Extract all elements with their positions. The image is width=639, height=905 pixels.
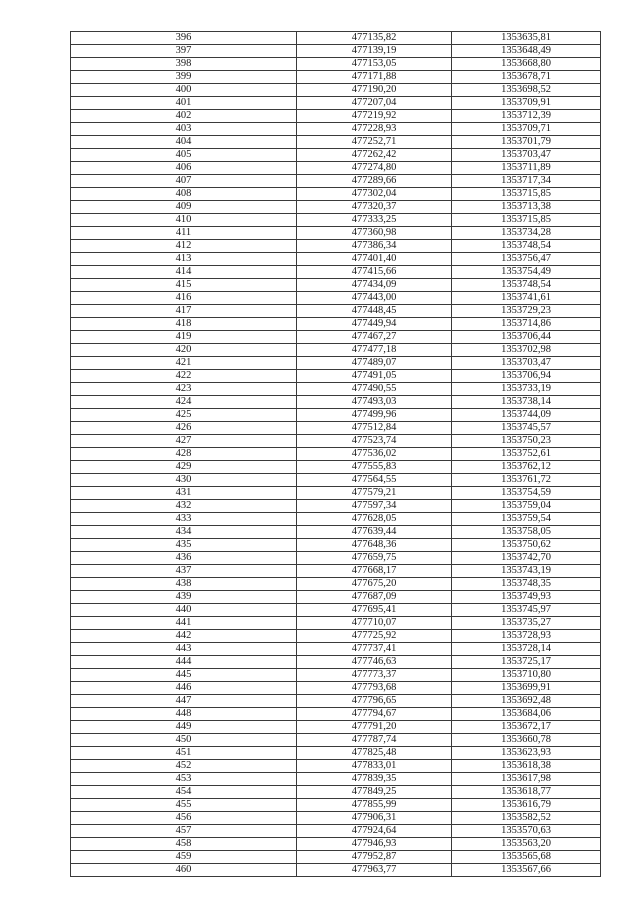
y-coordinate-cell: 1353728,14 bbox=[452, 643, 601, 656]
table-row bbox=[71, 292, 601, 305]
point-number-cell: 418 bbox=[71, 318, 297, 331]
x-coordinate-cell: 477139,19 bbox=[297, 45, 452, 58]
x-coordinate-cell: 477289,66 bbox=[297, 175, 452, 188]
x-coordinate-cell: 477320,37 bbox=[297, 201, 452, 214]
x-coordinate-cell: 477512,84 bbox=[297, 422, 452, 435]
y-coordinate-cell: 1353699,91 bbox=[452, 682, 601, 695]
table-row bbox=[71, 734, 601, 747]
point-number-cell: 403 bbox=[71, 123, 297, 136]
x-coordinate-cell: 477695,41 bbox=[297, 604, 452, 617]
y-coordinate-cell: 1353660,78 bbox=[452, 734, 601, 747]
y-coordinate-cell: 1353715,85 bbox=[452, 214, 601, 227]
y-coordinate-cell: 1353754,49 bbox=[452, 266, 601, 279]
y-coordinate-cell: 1353617,98 bbox=[452, 773, 601, 786]
point-number-cell: 453 bbox=[71, 773, 297, 786]
y-coordinate-cell: 1353703,47 bbox=[452, 149, 601, 162]
y-coordinate-cell: 1353711,89 bbox=[452, 162, 601, 175]
point-number-cell: 425 bbox=[71, 409, 297, 422]
table-row bbox=[71, 370, 601, 383]
x-coordinate-cell: 477302,04 bbox=[297, 188, 452, 201]
point-number-cell: 457 bbox=[71, 825, 297, 838]
table-row bbox=[71, 396, 601, 409]
point-number-cell: 437 bbox=[71, 565, 297, 578]
table-row bbox=[71, 214, 601, 227]
table-row bbox=[71, 708, 601, 721]
table-row bbox=[71, 630, 601, 643]
table-row bbox=[71, 240, 601, 253]
x-coordinate-cell: 477659,75 bbox=[297, 552, 452, 565]
table-row bbox=[71, 162, 601, 175]
point-number-cell: 432 bbox=[71, 500, 297, 513]
point-number-cell: 455 bbox=[71, 799, 297, 812]
y-coordinate-cell: 1353756,47 bbox=[452, 253, 601, 266]
y-coordinate-cell: 1353748,35 bbox=[452, 578, 601, 591]
y-coordinate-cell: 1353750,23 bbox=[452, 435, 601, 448]
point-number-cell: 448 bbox=[71, 708, 297, 721]
point-number-cell: 431 bbox=[71, 487, 297, 500]
table-row bbox=[71, 331, 601, 344]
point-number-cell: 397 bbox=[71, 45, 297, 58]
y-coordinate-cell: 1353748,54 bbox=[452, 279, 601, 292]
y-coordinate-cell: 1353748,54 bbox=[452, 240, 601, 253]
table-row bbox=[71, 253, 601, 266]
table-row bbox=[71, 344, 601, 357]
y-coordinate-cell: 1353565,68 bbox=[452, 851, 601, 864]
y-coordinate-cell: 1353692,48 bbox=[452, 695, 601, 708]
table-row bbox=[71, 526, 601, 539]
point-number-cell: 406 bbox=[71, 162, 297, 175]
point-number-cell: 428 bbox=[71, 448, 297, 461]
point-number-cell: 415 bbox=[71, 279, 297, 292]
point-number-cell: 451 bbox=[71, 747, 297, 760]
x-coordinate-cell: 477746,63 bbox=[297, 656, 452, 669]
y-coordinate-cell: 1353715,85 bbox=[452, 188, 601, 201]
x-coordinate-cell: 477499,96 bbox=[297, 409, 452, 422]
point-number-cell: 401 bbox=[71, 97, 297, 110]
y-coordinate-cell: 1353713,38 bbox=[452, 201, 601, 214]
y-coordinate-cell: 1353648,49 bbox=[452, 45, 601, 58]
point-number-cell: 399 bbox=[71, 71, 297, 84]
y-coordinate-cell: 1353745,97 bbox=[452, 604, 601, 617]
point-number-cell: 454 bbox=[71, 786, 297, 799]
table-row bbox=[71, 461, 601, 474]
table-row bbox=[71, 591, 601, 604]
table-row bbox=[71, 45, 601, 58]
y-coordinate-cell: 1353684,06 bbox=[452, 708, 601, 721]
coordinates-table-body bbox=[71, 32, 601, 877]
x-coordinate-cell: 477252,71 bbox=[297, 136, 452, 149]
x-coordinate-cell: 477219,92 bbox=[297, 110, 452, 123]
point-number-cell: 456 bbox=[71, 812, 297, 825]
point-number-cell: 430 bbox=[71, 474, 297, 487]
x-coordinate-cell: 477675,20 bbox=[297, 578, 452, 591]
table-row bbox=[71, 565, 601, 578]
point-number-cell: 411 bbox=[71, 227, 297, 240]
x-coordinate-cell: 477333,25 bbox=[297, 214, 452, 227]
y-coordinate-cell: 1353738,14 bbox=[452, 396, 601, 409]
table-row bbox=[71, 175, 601, 188]
table-row bbox=[71, 201, 601, 214]
point-number-cell: 452 bbox=[71, 760, 297, 773]
y-coordinate-cell: 1353709,91 bbox=[452, 97, 601, 110]
table-row bbox=[71, 552, 601, 565]
y-coordinate-cell: 1353744,09 bbox=[452, 409, 601, 422]
y-coordinate-cell: 1353749,93 bbox=[452, 591, 601, 604]
x-coordinate-cell: 477855,99 bbox=[297, 799, 452, 812]
point-number-cell: 413 bbox=[71, 253, 297, 266]
x-coordinate-cell: 477839,35 bbox=[297, 773, 452, 786]
x-coordinate-cell: 477490,55 bbox=[297, 383, 452, 396]
x-coordinate-cell: 477135,82 bbox=[297, 32, 452, 45]
point-number-cell: 416 bbox=[71, 292, 297, 305]
table-row bbox=[71, 760, 601, 773]
y-coordinate-cell: 1353733,19 bbox=[452, 383, 601, 396]
x-coordinate-cell: 477796,65 bbox=[297, 695, 452, 708]
y-coordinate-cell: 1353762,12 bbox=[452, 461, 601, 474]
x-coordinate-cell: 477833,01 bbox=[297, 760, 452, 773]
table-row bbox=[71, 71, 601, 84]
y-coordinate-cell: 1353759,54 bbox=[452, 513, 601, 526]
point-number-cell: 447 bbox=[71, 695, 297, 708]
x-coordinate-cell: 477489,07 bbox=[297, 357, 452, 370]
table-row bbox=[71, 448, 601, 461]
point-number-cell: 420 bbox=[71, 344, 297, 357]
x-coordinate-cell: 477946,93 bbox=[297, 838, 452, 851]
y-coordinate-cell: 1353750,62 bbox=[452, 539, 601, 552]
point-number-cell: 396 bbox=[71, 32, 297, 45]
x-coordinate-cell: 477791,20 bbox=[297, 721, 452, 734]
x-coordinate-cell: 477493,03 bbox=[297, 396, 452, 409]
x-coordinate-cell: 477737,41 bbox=[297, 643, 452, 656]
y-coordinate-cell: 1353717,34 bbox=[452, 175, 601, 188]
y-coordinate-cell: 1353706,44 bbox=[452, 331, 601, 344]
table-row bbox=[71, 487, 601, 500]
point-number-cell: 443 bbox=[71, 643, 297, 656]
point-number-cell: 423 bbox=[71, 383, 297, 396]
point-number-cell: 424 bbox=[71, 396, 297, 409]
y-coordinate-cell: 1353725,17 bbox=[452, 656, 601, 669]
x-coordinate-cell: 477639,44 bbox=[297, 526, 452, 539]
x-coordinate-cell: 477523,74 bbox=[297, 435, 452, 448]
x-coordinate-cell: 477171,88 bbox=[297, 71, 452, 84]
x-coordinate-cell: 477963,77 bbox=[297, 864, 452, 877]
table-row bbox=[71, 773, 601, 786]
table-row bbox=[71, 578, 601, 591]
coordinates-table bbox=[70, 31, 601, 877]
point-number-cell: 439 bbox=[71, 591, 297, 604]
x-coordinate-cell: 477467,27 bbox=[297, 331, 452, 344]
point-number-cell: 429 bbox=[71, 461, 297, 474]
point-number-cell: 414 bbox=[71, 266, 297, 279]
y-coordinate-cell: 1353668,80 bbox=[452, 58, 601, 71]
table-row bbox=[71, 435, 601, 448]
x-coordinate-cell: 477793,68 bbox=[297, 682, 452, 695]
y-coordinate-cell: 1353563,20 bbox=[452, 838, 601, 851]
x-coordinate-cell: 477924,64 bbox=[297, 825, 452, 838]
point-number-cell: 421 bbox=[71, 357, 297, 370]
point-number-cell: 412 bbox=[71, 240, 297, 253]
point-number-cell: 419 bbox=[71, 331, 297, 344]
x-coordinate-cell: 477794,67 bbox=[297, 708, 452, 721]
y-coordinate-cell: 1353635,81 bbox=[452, 32, 601, 45]
y-coordinate-cell: 1353701,79 bbox=[452, 136, 601, 149]
table-row bbox=[71, 97, 601, 110]
point-number-cell: 444 bbox=[71, 656, 297, 669]
y-coordinate-cell: 1353672,17 bbox=[452, 721, 601, 734]
table-row bbox=[71, 786, 601, 799]
x-coordinate-cell: 477648,36 bbox=[297, 539, 452, 552]
y-coordinate-cell: 1353735,27 bbox=[452, 617, 601, 630]
point-number-cell: 417 bbox=[71, 305, 297, 318]
y-coordinate-cell: 1353678,71 bbox=[452, 71, 601, 84]
table-row bbox=[71, 656, 601, 669]
y-coordinate-cell: 1353714,86 bbox=[452, 318, 601, 331]
point-number-cell: 450 bbox=[71, 734, 297, 747]
table-row bbox=[71, 617, 601, 630]
table-row bbox=[71, 357, 601, 370]
y-coordinate-cell: 1353702,98 bbox=[452, 344, 601, 357]
table-row bbox=[71, 279, 601, 292]
point-number-cell: 410 bbox=[71, 214, 297, 227]
point-number-cell: 400 bbox=[71, 84, 297, 97]
point-number-cell: 405 bbox=[71, 149, 297, 162]
x-coordinate-cell: 477597,34 bbox=[297, 500, 452, 513]
table-row bbox=[71, 695, 601, 708]
table-row bbox=[71, 266, 601, 279]
x-coordinate-cell: 477491,05 bbox=[297, 370, 452, 383]
x-coordinate-cell: 477849,25 bbox=[297, 786, 452, 799]
point-number-cell: 434 bbox=[71, 526, 297, 539]
x-coordinate-cell: 477401,40 bbox=[297, 253, 452, 266]
y-coordinate-cell: 1353703,47 bbox=[452, 357, 601, 370]
table-row bbox=[71, 513, 601, 526]
y-coordinate-cell: 1353761,72 bbox=[452, 474, 601, 487]
point-number-cell: 458 bbox=[71, 838, 297, 851]
y-coordinate-cell: 1353743,19 bbox=[452, 565, 601, 578]
table-row bbox=[71, 669, 601, 682]
point-number-cell: 436 bbox=[71, 552, 297, 565]
table-row bbox=[71, 539, 601, 552]
x-coordinate-cell: 477448,45 bbox=[297, 305, 452, 318]
x-coordinate-cell: 477449,94 bbox=[297, 318, 452, 331]
x-coordinate-cell: 477443,00 bbox=[297, 292, 452, 305]
x-coordinate-cell: 477668,17 bbox=[297, 565, 452, 578]
point-number-cell: 404 bbox=[71, 136, 297, 149]
table-row bbox=[71, 825, 601, 838]
x-coordinate-cell: 477262,42 bbox=[297, 149, 452, 162]
table-row bbox=[71, 305, 601, 318]
table-row bbox=[71, 383, 601, 396]
x-coordinate-cell: 477415,66 bbox=[297, 266, 452, 279]
y-coordinate-cell: 1353570,63 bbox=[452, 825, 601, 838]
table-row bbox=[71, 747, 601, 760]
table-row bbox=[71, 32, 601, 45]
x-coordinate-cell: 477274,80 bbox=[297, 162, 452, 175]
x-coordinate-cell: 477207,04 bbox=[297, 97, 452, 110]
y-coordinate-cell: 1353729,23 bbox=[452, 305, 601, 318]
table-row bbox=[71, 318, 601, 331]
x-coordinate-cell: 477153,05 bbox=[297, 58, 452, 71]
table-row bbox=[71, 643, 601, 656]
table-row bbox=[71, 851, 601, 864]
x-coordinate-cell: 477825,48 bbox=[297, 747, 452, 760]
x-coordinate-cell: 477773,37 bbox=[297, 669, 452, 682]
point-number-cell: 427 bbox=[71, 435, 297, 448]
table-row bbox=[71, 110, 601, 123]
y-coordinate-cell: 1353567,66 bbox=[452, 864, 601, 877]
y-coordinate-cell: 1353616,79 bbox=[452, 799, 601, 812]
point-number-cell: 438 bbox=[71, 578, 297, 591]
point-number-cell: 409 bbox=[71, 201, 297, 214]
y-coordinate-cell: 1353759,04 bbox=[452, 500, 601, 513]
x-coordinate-cell: 477952,87 bbox=[297, 851, 452, 864]
point-number-cell: 408 bbox=[71, 188, 297, 201]
x-coordinate-cell: 477434,09 bbox=[297, 279, 452, 292]
table-row bbox=[71, 604, 601, 617]
y-coordinate-cell: 1353741,61 bbox=[452, 292, 601, 305]
x-coordinate-cell: 477628,05 bbox=[297, 513, 452, 526]
point-number-cell: 407 bbox=[71, 175, 297, 188]
table-row bbox=[71, 812, 601, 825]
y-coordinate-cell: 1353734,28 bbox=[452, 227, 601, 240]
table-row bbox=[71, 799, 601, 812]
point-number-cell: 433 bbox=[71, 513, 297, 526]
table-row bbox=[71, 500, 601, 513]
y-coordinate-cell: 1353742,70 bbox=[452, 552, 601, 565]
x-coordinate-cell: 477710,07 bbox=[297, 617, 452, 630]
table-row bbox=[71, 188, 601, 201]
table-row bbox=[71, 721, 601, 734]
table-row bbox=[71, 149, 601, 162]
y-coordinate-cell: 1353706,94 bbox=[452, 370, 601, 383]
y-coordinate-cell: 1353745,57 bbox=[452, 422, 601, 435]
x-coordinate-cell: 477477,18 bbox=[297, 344, 452, 357]
point-number-cell: 440 bbox=[71, 604, 297, 617]
y-coordinate-cell: 1353712,39 bbox=[452, 110, 601, 123]
x-coordinate-cell: 477536,02 bbox=[297, 448, 452, 461]
point-number-cell: 435 bbox=[71, 539, 297, 552]
y-coordinate-cell: 1353758,05 bbox=[452, 526, 601, 539]
table-row bbox=[71, 227, 601, 240]
table-row bbox=[71, 136, 601, 149]
x-coordinate-cell: 477190,20 bbox=[297, 84, 452, 97]
y-coordinate-cell: 1353754,59 bbox=[452, 487, 601, 500]
x-coordinate-cell: 477687,09 bbox=[297, 591, 452, 604]
x-coordinate-cell: 477564,55 bbox=[297, 474, 452, 487]
x-coordinate-cell: 477906,31 bbox=[297, 812, 452, 825]
y-coordinate-cell: 1353623,93 bbox=[452, 747, 601, 760]
point-number-cell: 459 bbox=[71, 851, 297, 864]
table-row bbox=[71, 422, 601, 435]
x-coordinate-cell: 477725,92 bbox=[297, 630, 452, 643]
table-row bbox=[71, 84, 601, 97]
table-row bbox=[71, 123, 601, 136]
table-row bbox=[71, 838, 601, 851]
y-coordinate-cell: 1353618,77 bbox=[452, 786, 601, 799]
point-number-cell: 460 bbox=[71, 864, 297, 877]
x-coordinate-cell: 477555,83 bbox=[297, 461, 452, 474]
x-coordinate-cell: 477579,21 bbox=[297, 487, 452, 500]
y-coordinate-cell: 1353618,38 bbox=[452, 760, 601, 773]
y-coordinate-cell: 1353728,93 bbox=[452, 630, 601, 643]
y-coordinate-cell: 1353582,52 bbox=[452, 812, 601, 825]
table-row bbox=[71, 409, 601, 422]
y-coordinate-cell: 1353710,80 bbox=[452, 669, 601, 682]
point-number-cell: 442 bbox=[71, 630, 297, 643]
point-number-cell: 446 bbox=[71, 682, 297, 695]
table-row bbox=[71, 474, 601, 487]
point-number-cell: 426 bbox=[71, 422, 297, 435]
point-number-cell: 402 bbox=[71, 110, 297, 123]
point-number-cell: 441 bbox=[71, 617, 297, 630]
x-coordinate-cell: 477228,93 bbox=[297, 123, 452, 136]
x-coordinate-cell: 477360,98 bbox=[297, 227, 452, 240]
point-number-cell: 445 bbox=[71, 669, 297, 682]
y-coordinate-cell: 1353752,61 bbox=[452, 448, 601, 461]
x-coordinate-cell: 477787,74 bbox=[297, 734, 452, 747]
table-row bbox=[71, 58, 601, 71]
table-row bbox=[71, 682, 601, 695]
point-number-cell: 422 bbox=[71, 370, 297, 383]
x-coordinate-cell: 477386,34 bbox=[297, 240, 452, 253]
y-coordinate-cell: 1353709,71 bbox=[452, 123, 601, 136]
point-number-cell: 449 bbox=[71, 721, 297, 734]
point-number-cell: 398 bbox=[71, 58, 297, 71]
table-row bbox=[71, 864, 601, 877]
y-coordinate-cell: 1353698,52 bbox=[452, 84, 601, 97]
